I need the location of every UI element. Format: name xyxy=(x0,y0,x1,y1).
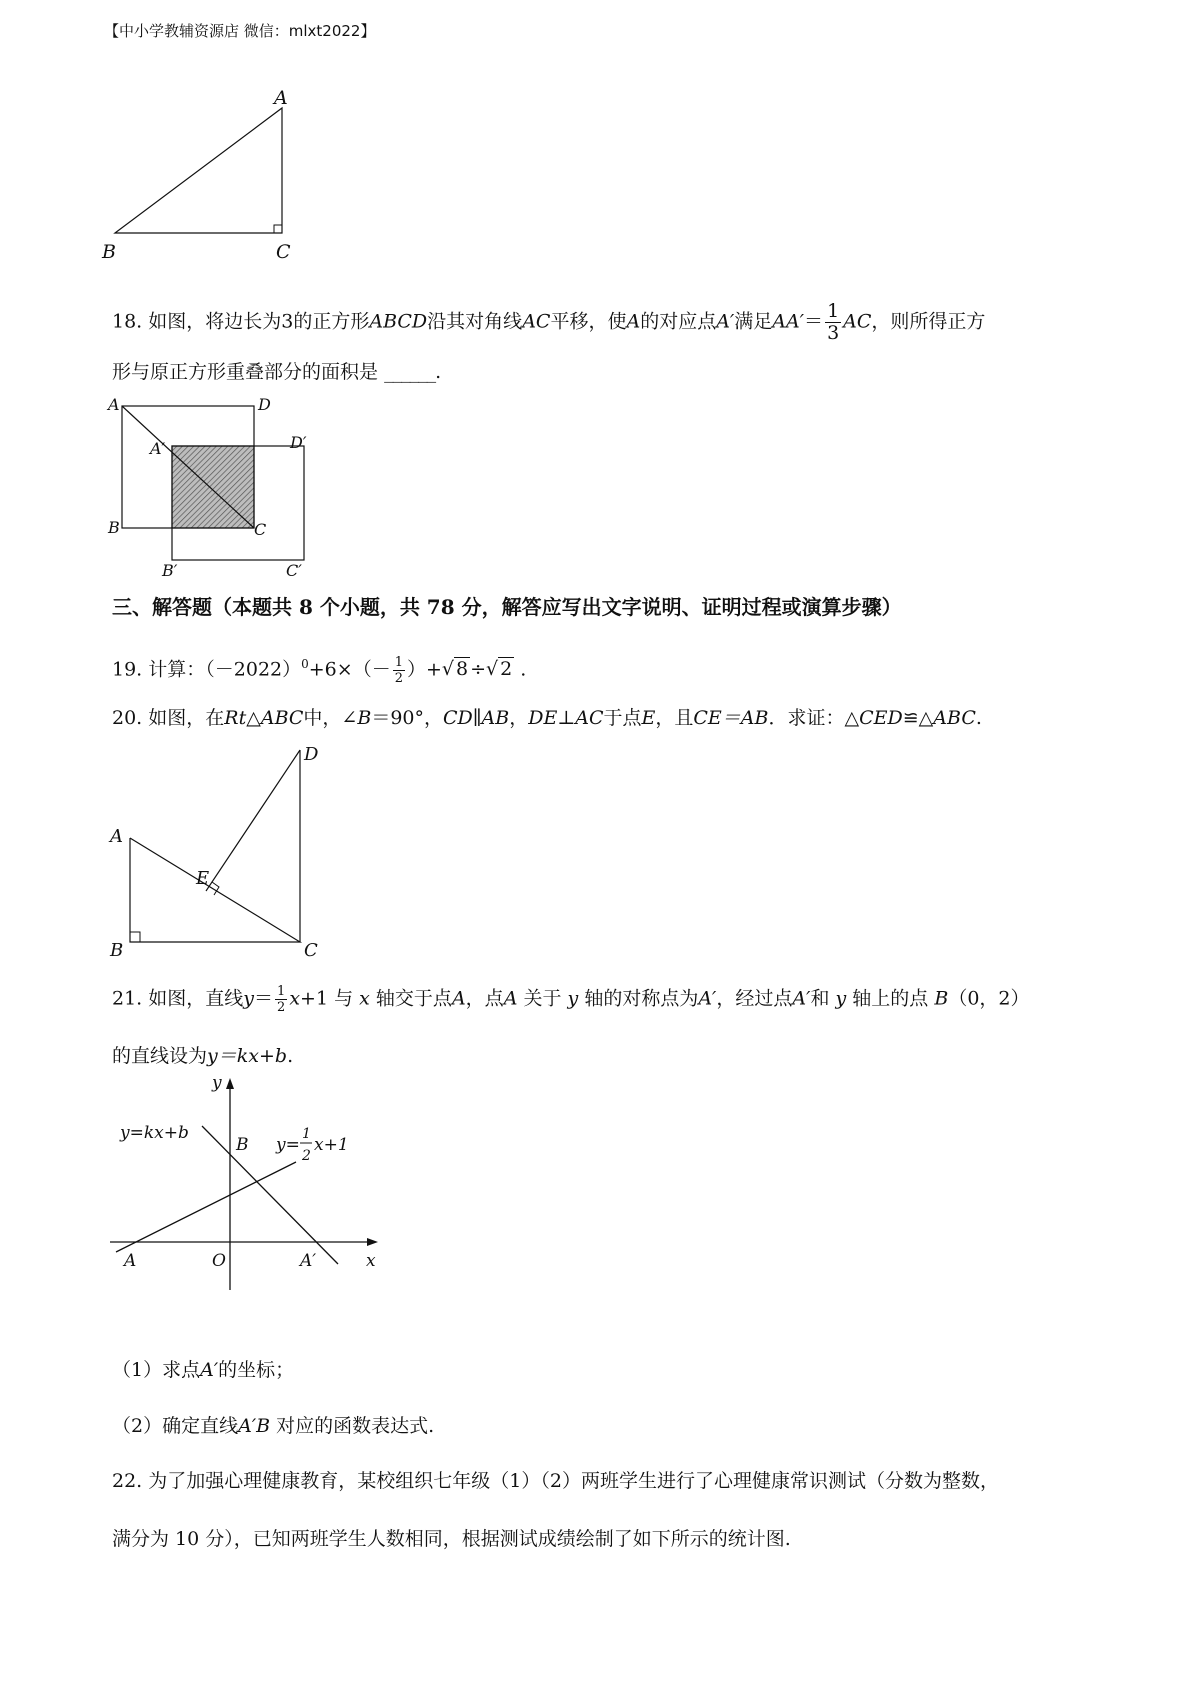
figure-17-triangle xyxy=(100,88,320,278)
right-angle-mark-b xyxy=(130,932,140,942)
sqrt-2: √ 2 xyxy=(486,658,513,681)
figure-20-triangles xyxy=(104,742,334,962)
right-angle-mark xyxy=(274,225,282,233)
label-aprime: A′ xyxy=(150,439,166,458)
triangle-abc xyxy=(130,838,300,942)
q22-line2: 满分为 10 分），已知两班学生人数相同，根据测试成绩绘制了如下所示的统计图. xyxy=(112,1528,791,1550)
label-a: A xyxy=(110,826,123,847)
sqrt-8: √ 8 xyxy=(441,658,469,681)
fraction-one-half: $\frac{1}{2}$ xyxy=(394,654,403,686)
q21-sub1: （1）求点A′的坐标； xyxy=(112,1359,295,1381)
label-c: C xyxy=(254,520,267,539)
fraction-one-third: $\frac{1}{3}$ xyxy=(827,300,840,344)
q18-line1: 18. 如图，将边长为3的正方形ABCD沿其对角线AC平移，使A的对应点A′满足AA′＝ $\frac{1}{3}$ AC，则所得正方 xyxy=(112,300,986,344)
q18-line2: 形与原正方形重叠部分的面积是 ______. xyxy=(112,361,442,383)
figure-21-graph xyxy=(104,1074,394,1296)
label-bprime: B′ xyxy=(162,561,178,577)
segment-de xyxy=(206,750,300,891)
q21-line1: 21. 如图，直线y＝ $\frac{1}{2}$ x+1 与 x 轴交于点A，点A 关于 y 轴的对称点为A′，经过点A′和 y 轴上的点 B（0，2） xyxy=(112,984,1030,1015)
label-b: B xyxy=(108,518,120,537)
label-b: B xyxy=(236,1135,249,1155)
section-3-title: 三、解答题（本题共 8 个小题，共 78 分，解答应写出文字说明、证明过程或演算步骤） xyxy=(112,595,902,619)
label-line-kx-b: y=kx+b xyxy=(120,1123,189,1143)
label-a: A xyxy=(124,1251,137,1271)
q21-sub2: （2）确定直线A′B 对应的函数表达式. xyxy=(112,1415,435,1437)
header-watermark: 【中小学教辅资源店 微信：mlxt2022】 xyxy=(104,22,376,40)
q21-line2: 的直线设为y＝kx+b. xyxy=(112,1045,294,1067)
answer-blank: ______ xyxy=(384,361,436,383)
q19-line: 19. 计算：$(-2022)^0+6\times(-$ $\frac{1}{2}$ ）+√ 8 ÷√ 2 . xyxy=(112,654,527,686)
label-c: C xyxy=(304,940,318,961)
q20-line: 20. 如图，在Rt△ABC中，∠B＝90°，CD∥AB，DE⊥AC于点E，且CE＝AB．求证：△CED≌△ABC. xyxy=(112,707,982,729)
label-line-half-num: 1 xyxy=(302,1126,311,1142)
overlap-region xyxy=(172,446,254,528)
label-a: A xyxy=(274,88,288,109)
label-c: C xyxy=(276,241,291,263)
label-aprime: A′ xyxy=(300,1251,317,1271)
label-line-half-den: 2 xyxy=(302,1148,311,1164)
fraction-one-half: $\frac{1}{2}$ xyxy=(277,984,286,1015)
line-half-x-plus-1 xyxy=(116,1162,296,1252)
label-b: B xyxy=(110,940,124,961)
label-y-axis: y xyxy=(212,1074,222,1093)
figure-18-squares xyxy=(106,392,326,577)
q22-line1: 22. 为了加强心理健康教育，某校组织七年级（1）（2）两班学生进行了心理健康常识测试（分数为整数， xyxy=(112,1470,999,1492)
label-origin: O xyxy=(212,1251,226,1271)
label-a: A xyxy=(108,395,120,414)
label-line-half-x: x+1 xyxy=(314,1135,349,1155)
label-cprime: C′ xyxy=(286,561,302,577)
label-e: E xyxy=(196,868,210,889)
label-line-half: y= xyxy=(276,1135,300,1155)
triangle-abc xyxy=(115,108,282,233)
label-x-axis: x xyxy=(366,1251,376,1271)
label-dprime: D′ xyxy=(290,433,307,452)
label-d: D xyxy=(304,744,319,765)
label-b: B xyxy=(102,241,116,263)
x-axis-arrow xyxy=(367,1238,378,1246)
label-d: D xyxy=(258,395,271,414)
y-axis-arrow xyxy=(226,1078,234,1089)
